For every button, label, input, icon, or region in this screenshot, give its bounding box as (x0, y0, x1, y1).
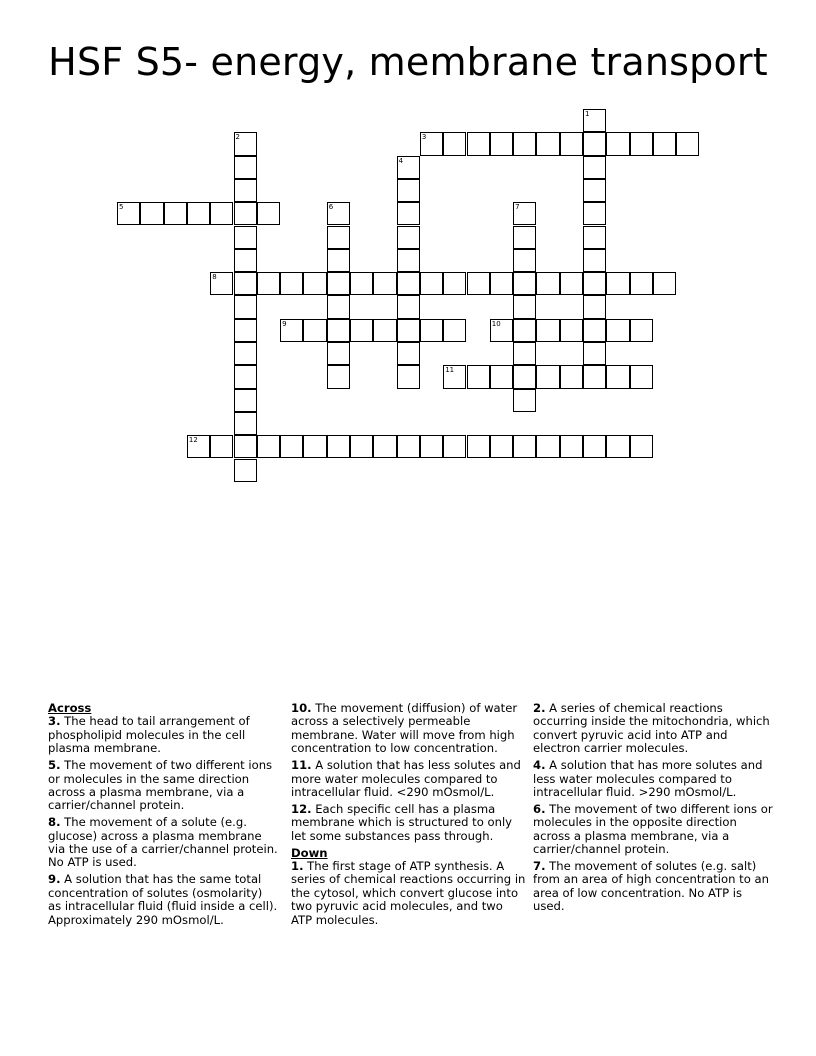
grid-cell[interactable] (513, 342, 536, 365)
grid-cell[interactable] (350, 319, 373, 342)
grid-cell[interactable] (467, 272, 490, 295)
grid-cell[interactable] (280, 272, 303, 295)
cell-number: 8 (212, 273, 217, 282)
grid-cell[interactable] (303, 435, 326, 458)
grid-cell[interactable] (513, 132, 536, 155)
grid-cell[interactable] (210, 202, 233, 225)
grid-cell[interactable] (420, 272, 443, 295)
grid-cell[interactable] (583, 132, 606, 155)
grid-cell[interactable] (164, 202, 187, 225)
cell-number: 5 (119, 203, 124, 212)
grid-cell[interactable] (234, 342, 257, 365)
grid-cell[interactable] (583, 202, 606, 225)
grid-cell[interactable] (327, 365, 350, 388)
grid-cell[interactable] (210, 272, 233, 295)
clues-column-2 (291, 702, 527, 931)
grid-cell[interactable] (560, 365, 583, 388)
cell-number: 2 (235, 133, 240, 142)
grid-cell[interactable] (234, 389, 257, 412)
grid-cell[interactable] (513, 202, 536, 225)
grid-cell[interactable] (397, 272, 420, 295)
grid-cell[interactable] (234, 156, 257, 179)
grid-cell[interactable] (420, 319, 443, 342)
grid-cell[interactable] (420, 435, 443, 458)
grid-cell[interactable] (443, 272, 466, 295)
grid-cell[interactable] (397, 226, 420, 249)
grid-cell[interactable] (606, 435, 629, 458)
grid-cell[interactable] (397, 319, 420, 342)
grid-cell[interactable] (234, 132, 257, 155)
grid-cell[interactable] (234, 435, 257, 458)
grid-cell[interactable] (327, 249, 350, 272)
grid-cell[interactable] (560, 319, 583, 342)
grid-cell[interactable] (187, 202, 210, 225)
grid-cell[interactable] (513, 272, 536, 295)
grid-cell[interactable] (373, 272, 396, 295)
cell-number: 11 (445, 366, 455, 375)
grid-cell[interactable] (583, 365, 606, 388)
grid-cell[interactable] (234, 319, 257, 342)
grid-cell[interactable] (513, 295, 536, 318)
grid-cell[interactable] (234, 202, 257, 225)
grid-cell[interactable] (467, 132, 490, 155)
cell-number: 12 (188, 436, 198, 445)
puzzle-title: HSF S5- energy, membrane transport (48, 40, 768, 84)
cell-number: 10 (491, 319, 501, 328)
grid-cell[interactable] (327, 435, 350, 458)
grid-cell[interactable] (443, 132, 466, 155)
grid-cell[interactable] (490, 319, 513, 342)
grid-cell[interactable] (373, 435, 396, 458)
grid-cell[interactable] (234, 249, 257, 272)
clue-across-12: 12. Each specific cell has a plasma membrane which is structured to only let some substances pass through. (291, 801, 513, 843)
cell-number: 3 (421, 133, 427, 142)
grid-cell[interactable] (583, 295, 606, 318)
grid-cell[interactable] (583, 179, 606, 202)
grid-cell[interactable] (397, 295, 420, 318)
grid-cell[interactable] (536, 365, 559, 388)
grid-cell[interactable] (117, 202, 140, 225)
grid-cell[interactable] (490, 132, 513, 155)
grid-cell[interactable] (350, 272, 373, 295)
clue-across-5: 5. The movement of two different ions or molecules in the same direction across a plasma membrane, via a carrier/channel protein. (48, 758, 273, 813)
clue-across-8: 8. The movement of a solute (e.g. glucose) across a plasma membrane via the use of a carrier/channel protein. No ATP is used. (48, 815, 278, 870)
grid-cell[interactable] (443, 319, 466, 342)
grid-cell[interactable] (140, 202, 163, 225)
grid-cell[interactable] (606, 272, 629, 295)
grid-cell[interactable] (606, 132, 629, 155)
cell-number: 7 (515, 203, 520, 212)
clue-across-9: 9. A solution that has the same total concentration of solutes (osmolarity) as intracellular fluid (fluid inside a cell). Approximately 290 mOsmol/L. (48, 872, 278, 927)
grid-cell[interactable] (350, 435, 373, 458)
grid-cell[interactable] (583, 319, 606, 342)
grid-cell[interactable] (234, 459, 257, 482)
clue-across-10: 10. The movement (diffusion) of water across a selectively permeable membrane. Water will move from high concentration to low concentration. (291, 701, 518, 756)
down-heading: Down (291, 845, 328, 860)
grid-cell[interactable] (583, 226, 606, 249)
grid-cell[interactable] (187, 435, 210, 458)
grid-cell[interactable] (327, 272, 350, 295)
grid-cell[interactable] (583, 435, 606, 458)
grid-cell[interactable] (210, 435, 233, 458)
grid-cell[interactable] (490, 272, 513, 295)
grid-cell[interactable] (327, 295, 350, 318)
grid-cell[interactable] (234, 295, 257, 318)
grid-cell[interactable] (513, 319, 536, 342)
grid-cell[interactable] (536, 132, 559, 155)
grid-cell[interactable] (606, 319, 629, 342)
grid-cell[interactable] (257, 202, 280, 225)
crossword-grid (0, 0, 816, 500)
clue-down-7: 7. The movement of solutes (e.g. salt) from an area of high concentration to an area of low concentration. No ATP is used. (533, 858, 769, 914)
grid-cell[interactable] (536, 319, 559, 342)
grid-cell[interactable] (257, 272, 280, 295)
grid-cell[interactable] (327, 202, 350, 225)
grid-cell[interactable] (536, 435, 559, 458)
grid-cell[interactable] (560, 272, 583, 295)
grid-cell[interactable] (676, 132, 699, 155)
grid-cell[interactable] (234, 412, 257, 435)
grid-cell[interactable] (560, 132, 583, 155)
grid-cell[interactable] (234, 179, 257, 202)
clue-down-4: 4. A solution that has more solutes and less water molecules compared to intracellular fluid. >290 mOsmol/L. (533, 758, 763, 799)
grid-cell[interactable] (327, 319, 350, 342)
grid-cell[interactable] (397, 202, 420, 225)
grid-cell[interactable] (583, 272, 606, 295)
grid-cell[interactable] (234, 365, 257, 388)
clue-down-2: 2. A series of chemical reactions occurring inside the mitochondria, which convert pyruvic acid into ATP and electron carrier molecules. (533, 701, 770, 756)
grid-cell[interactable] (443, 435, 466, 458)
grid-cell[interactable] (397, 342, 420, 365)
grid-cell[interactable] (257, 435, 280, 458)
grid-cell[interactable] (583, 109, 606, 132)
grid-cell[interactable] (490, 435, 513, 458)
grid-cell[interactable] (513, 389, 536, 412)
grid-cell[interactable] (397, 365, 420, 388)
grid-cell[interactable] (513, 435, 536, 458)
cell-number: 1 (585, 110, 590, 118)
grid-cell[interactable] (397, 435, 420, 458)
cell-number: 6 (328, 203, 334, 212)
grid-cell[interactable] (234, 272, 257, 295)
grid-cell[interactable] (397, 249, 420, 272)
grid-cell[interactable] (467, 435, 490, 458)
grid-cell[interactable] (397, 179, 420, 202)
clue-down-6: 6. The movement of two different ions or molecules in the opposite direction across a plasma membrane, via a carrier/channel protein. (533, 801, 773, 857)
grid-cell[interactable] (280, 319, 303, 342)
grid-cell[interactable] (467, 365, 490, 388)
cell-number: 4 (398, 156, 404, 165)
clue-across-11: 11. A solution that has less solutes and more water molecules compared to intracellular fluid. <290 mOsmol/L. (291, 758, 521, 799)
across-heading: Across (48, 701, 92, 715)
grid-cell[interactable] (303, 319, 326, 342)
grid-cell[interactable] (280, 435, 303, 458)
grid-cell[interactable] (630, 435, 653, 458)
grid-cell[interactable] (513, 226, 536, 249)
grid-cell[interactable] (560, 435, 583, 458)
grid-cell[interactable] (606, 365, 629, 388)
clues-column-1 (48, 702, 278, 931)
grid-cell[interactable] (653, 272, 676, 295)
grid-cell[interactable] (420, 132, 443, 155)
grid-cell[interactable] (327, 342, 350, 365)
grid-cell[interactable] (327, 226, 350, 249)
grid-cell[interactable] (536, 272, 559, 295)
grid-cell[interactable] (653, 132, 676, 155)
grid-cell[interactable] (583, 342, 606, 365)
grid-cell[interactable] (234, 226, 257, 249)
grid-cell[interactable] (583, 156, 606, 179)
grid-cell[interactable] (373, 319, 396, 342)
grid-cell[interactable] (513, 249, 536, 272)
grid-cell[interactable] (630, 319, 653, 342)
grid-cell[interactable] (630, 365, 653, 388)
grid-cell[interactable] (630, 132, 653, 155)
clue-across-3: 3. The head to tail arrangement of phospholipid molecules in the cell plasma membrane. (48, 714, 250, 756)
grid-cell[interactable] (303, 272, 326, 295)
cell-number: 9 (282, 319, 287, 328)
grid-cell[interactable] (443, 365, 466, 388)
grid-cell[interactable] (490, 365, 513, 388)
grid-cell[interactable] (583, 249, 606, 272)
grid-cell[interactable] (513, 365, 536, 388)
clues-column-3 (533, 702, 773, 917)
grid-cell[interactable] (630, 272, 653, 295)
grid-cell[interactable] (397, 156, 420, 179)
clue-down-1: 1. The first stage of ATP synthesis. A series of chemical reactions occurring in the cytosol, which convert glucose into two pyruvic acid molecules, and two ATP molecules. (291, 858, 526, 927)
